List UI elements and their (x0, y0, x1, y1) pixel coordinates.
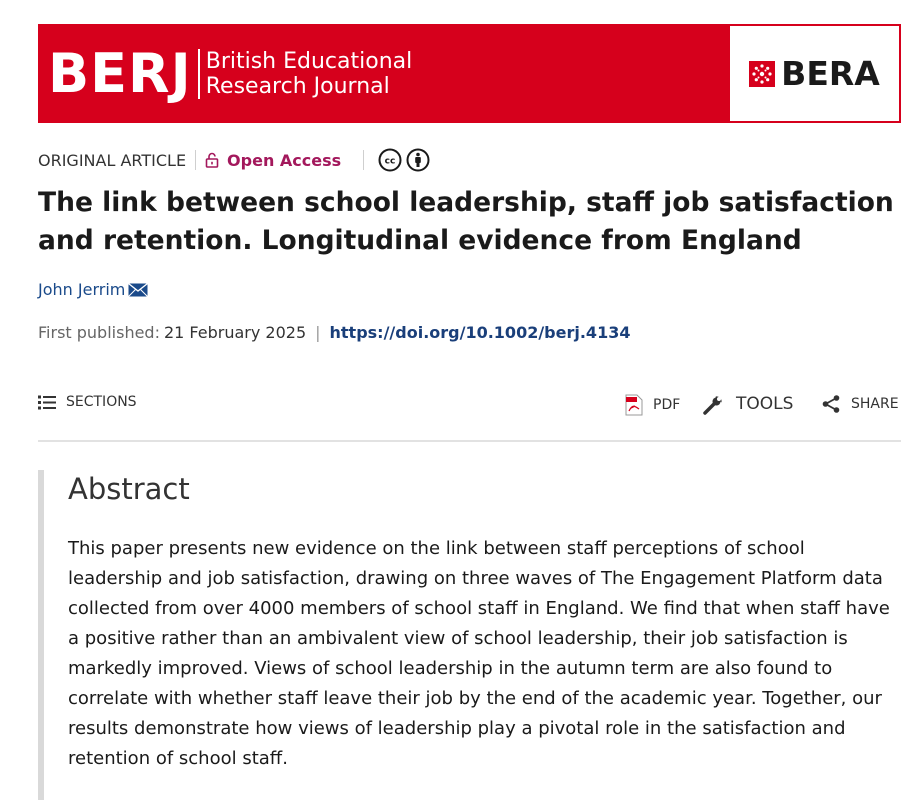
envelope-icon[interactable] (128, 283, 148, 297)
pdf-file-icon (625, 394, 643, 416)
bera-logo[interactable] (730, 26, 899, 121)
pdf-label: PDF (653, 397, 681, 413)
open-access-label: Open Access (227, 150, 342, 170)
creative-commons-icon (378, 148, 402, 172)
journal-name-line2: Research Journal (205, 74, 390, 99)
logo-divider (198, 49, 200, 99)
share-label: SHARE (851, 396, 899, 412)
abstract-text: This paper presents new evidence on the link between staff perceptions of school leadership and job satisfaction, drawing on three waves of The Engagement Platform data collected from over 4000 members of school staff in England. We find that when staff have a positive rather than an ambivalent view of school leadership, their job satisfaction is markedly improved. Views of school leadership in the autumn term are also found to correlate with whether staff leave their job by the end of the academic year. Together, our results demonstrate how views of leadership play a pivotal role in the satisfaction and retention of school staff. (68, 538, 890, 769)
attribution-person-icon (406, 148, 430, 172)
svg-text:cc: cc (384, 156, 396, 167)
first-published-label: First published: (38, 323, 160, 342)
abstract-section (38, 470, 901, 800)
tools-label: TOOLS (736, 394, 794, 414)
doi-link[interactable]: https://doi.org/10.1002/berj.4134 (329, 323, 631, 342)
tools-button[interactable] (702, 392, 793, 416)
lock-open-icon (205, 152, 219, 168)
berj-logo[interactable] (48, 42, 413, 105)
society-name: BERA (781, 54, 880, 93)
article-toolbar (38, 392, 901, 420)
list-icon (38, 395, 56, 410)
meta-divider-2 (363, 150, 364, 170)
first-published-date: 21 February 2025 (163, 323, 307, 342)
license-icons[interactable] (378, 148, 434, 172)
share-button[interactable] (821, 394, 899, 414)
article-meta-row (38, 146, 434, 174)
meta-divider (195, 150, 196, 170)
pub-separator: | (315, 323, 321, 342)
author-name[interactable]: John Jerrim (38, 280, 126, 299)
publication-info (38, 323, 630, 342)
article-title: The link between school leadership, staff job satisfaction and retention. Longitudinal evidence from England (38, 187, 894, 256)
pdf-button[interactable] (625, 394, 680, 416)
share-icon (821, 394, 841, 414)
open-access-badge[interactable] (205, 151, 341, 170)
journal-abbrev: BERJ (48, 42, 192, 105)
bera-emblem-icon (749, 61, 775, 87)
sections-label: SECTIONS (66, 394, 137, 410)
journal-full-name (206, 49, 413, 99)
toolbar-divider (38, 440, 901, 442)
journal-name-line1: British Educational (205, 49, 413, 74)
wrench-icon (702, 392, 726, 416)
journal-banner[interactable] (38, 24, 901, 123)
abstract-heading: Abstract (68, 472, 190, 506)
author-link[interactable] (38, 280, 148, 299)
article-type: ORIGINAL ARTICLE (38, 150, 187, 170)
sections-button[interactable] (38, 394, 137, 410)
